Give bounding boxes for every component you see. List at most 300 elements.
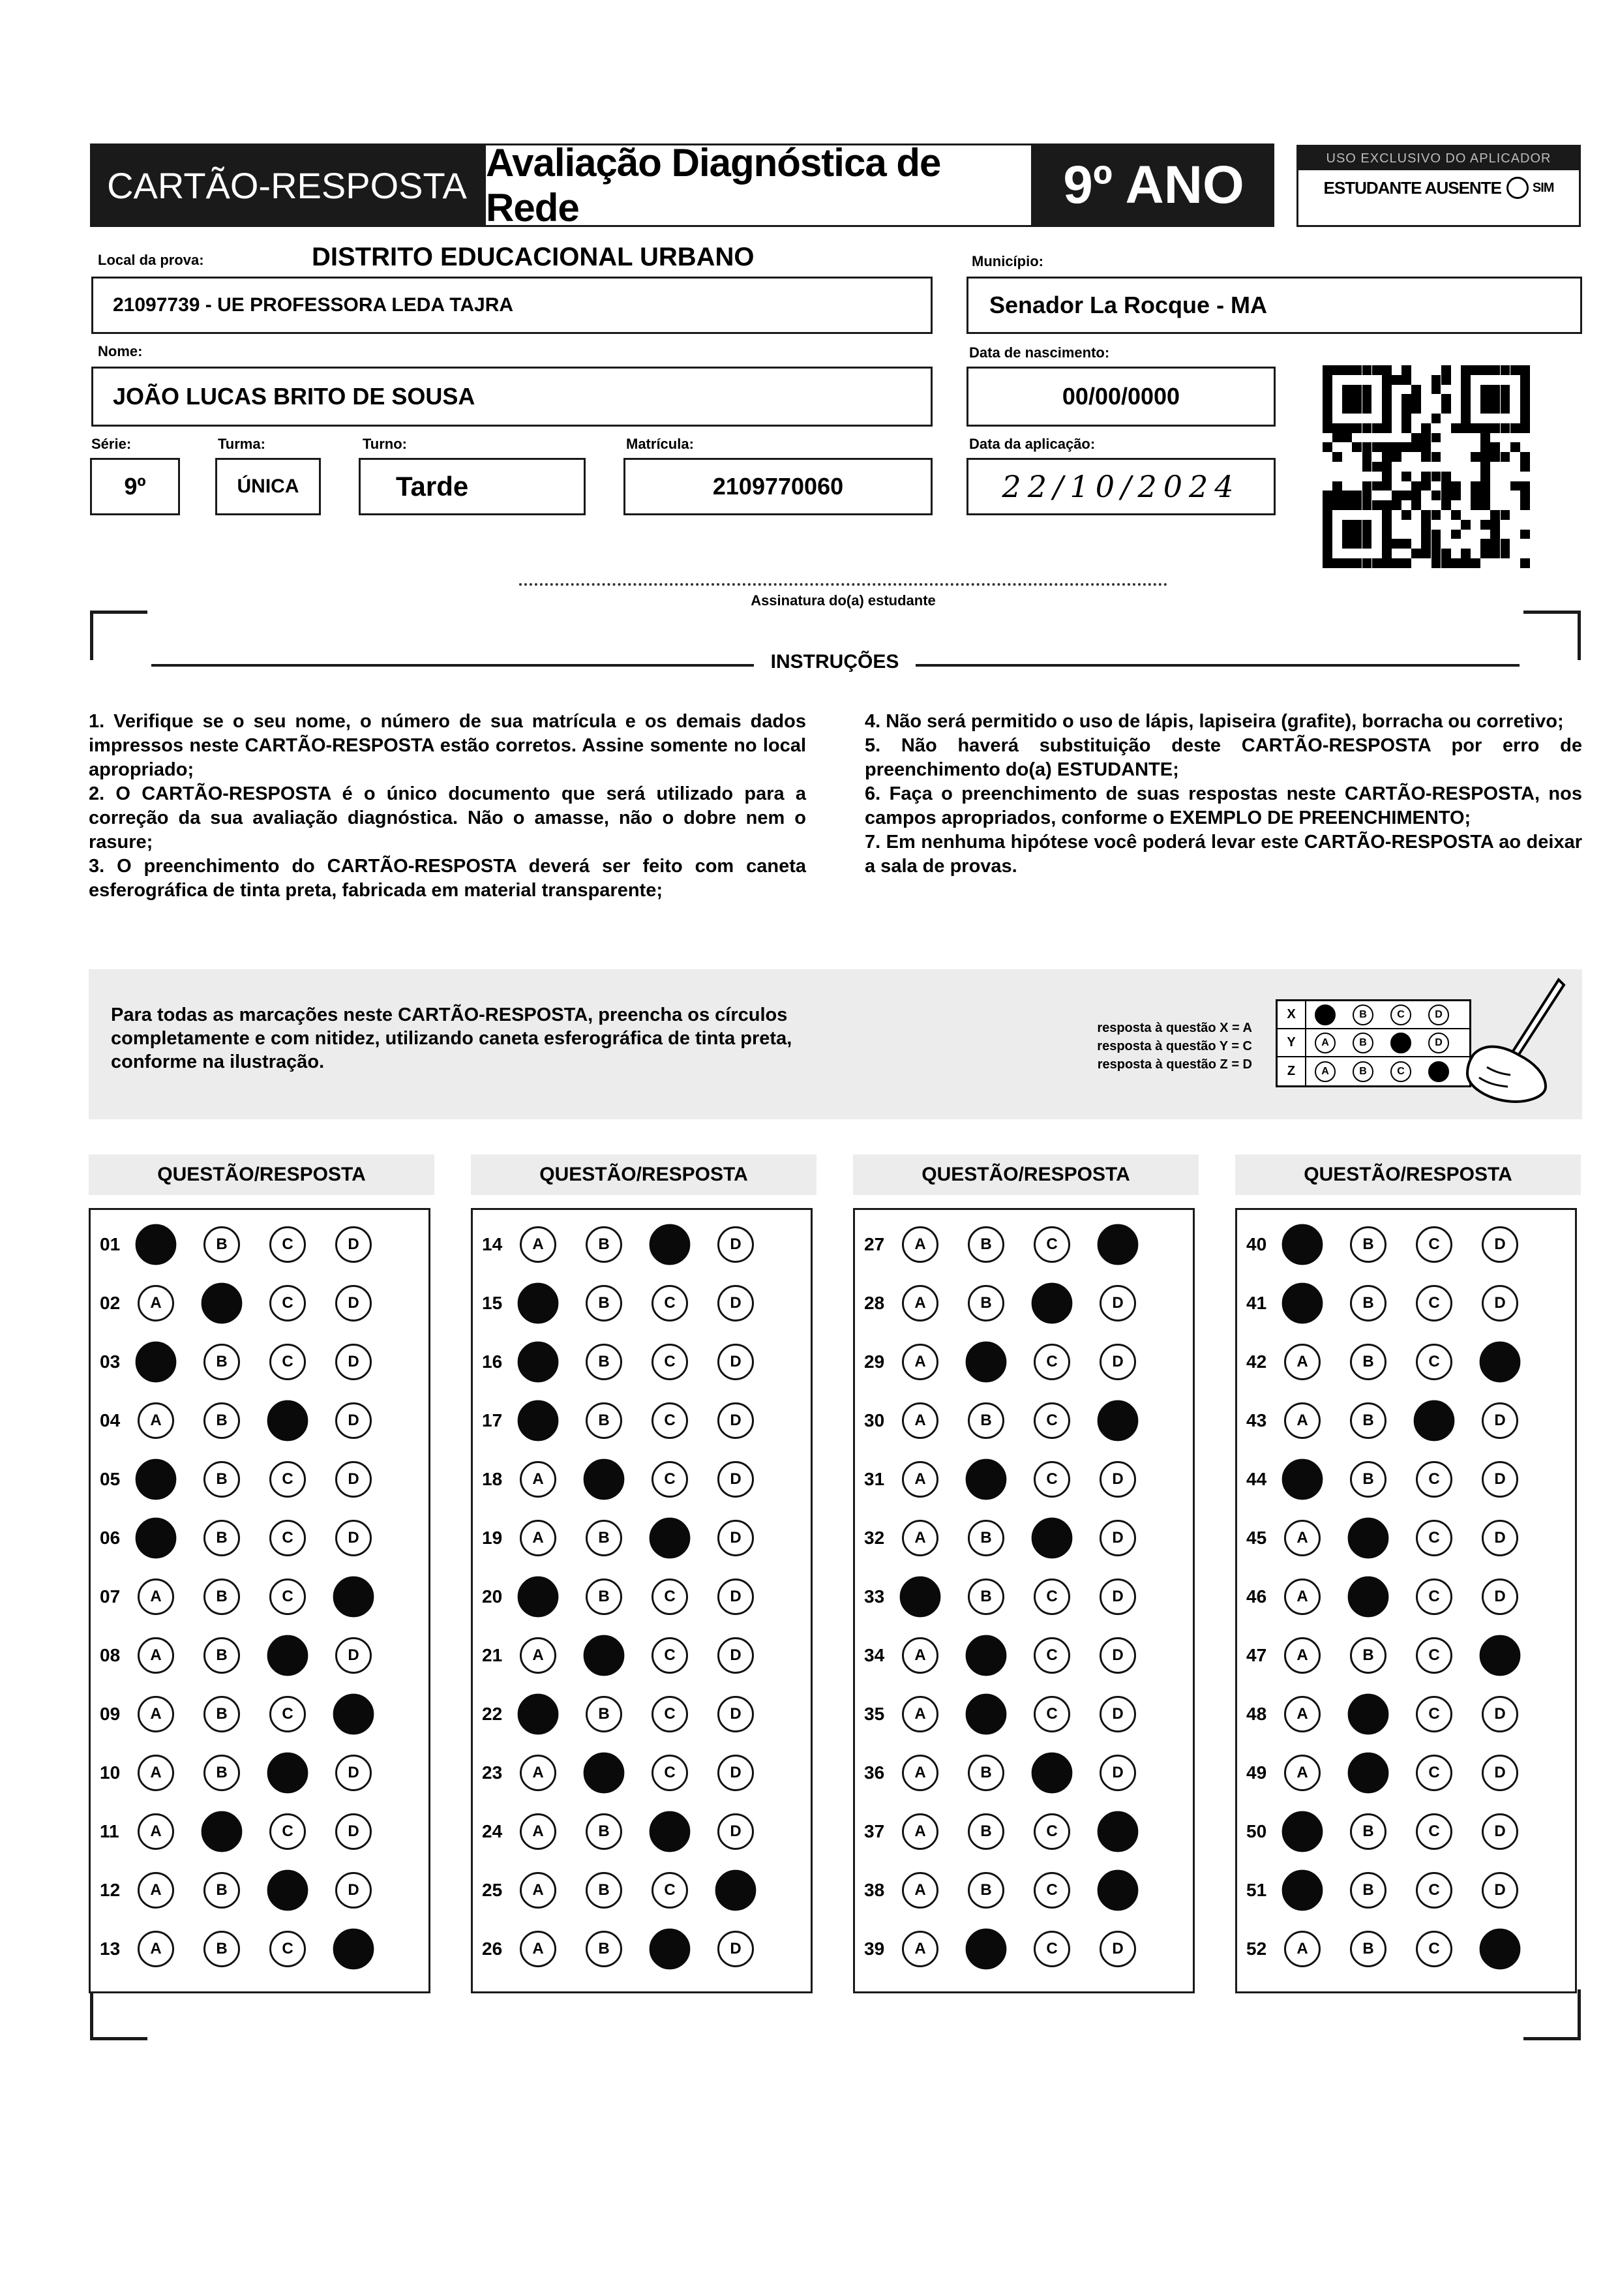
answer-bubble-c[interactable]: C xyxy=(1416,1696,1452,1732)
answer-bubble-c[interactable]: C xyxy=(1034,1226,1070,1263)
absent-bubble[interactable] xyxy=(1506,177,1529,199)
answer-bubble-a[interactable]: A xyxy=(520,1637,556,1674)
answer-bubble-a[interactable]: A xyxy=(136,1342,177,1383)
answer-bubble-b[interactable]: B xyxy=(966,1694,1007,1735)
answer-bubble-a[interactable]: A xyxy=(520,1226,556,1263)
answer-bubble-c[interactable]: C xyxy=(652,1872,688,1909)
serie-label: Série: xyxy=(91,436,132,452)
answer-bubble-b[interactable]: B xyxy=(1348,1518,1389,1559)
answer-bubble-c[interactable]: C xyxy=(1416,1931,1452,1967)
answer-bubble-a[interactable]: A xyxy=(138,1285,174,1322)
answer-bubble-c[interactable]: C xyxy=(1416,1755,1452,1791)
answer-bubble-c[interactable]: C xyxy=(652,1696,688,1732)
question-row xyxy=(1237,1391,1575,1450)
answer-bubble-d[interactable]: D xyxy=(1482,1872,1518,1909)
answer-bubble-a[interactable]: A xyxy=(1282,1870,1323,1911)
answer-bubble-a[interactable]: A xyxy=(518,1694,559,1735)
answer-bubble-c[interactable]: C xyxy=(1414,1400,1455,1442)
question-number: 47 xyxy=(1246,1645,1267,1665)
answer-bubble-a[interactable]: A xyxy=(1282,1811,1323,1852)
question-row xyxy=(855,1920,1193,1978)
answer-bubble-d[interactable]: D xyxy=(1100,1578,1136,1615)
example-line-z: resposta à questão Z = D xyxy=(1097,1057,1252,1072)
answer-bubble-b[interactable]: B xyxy=(586,1344,622,1380)
answer-bubble-c[interactable]: C xyxy=(1034,1696,1070,1732)
answer-bubble-a[interactable]: A xyxy=(520,1872,556,1909)
answer-bubble-a[interactable]: A xyxy=(138,1872,174,1909)
answer-bubble-b[interactable]: B xyxy=(1350,1344,1386,1380)
absent-row xyxy=(1298,170,1579,205)
answer-bubble-d[interactable]: D xyxy=(1482,1226,1518,1263)
answer-bubble-c[interactable]: C xyxy=(1034,1813,1070,1850)
answer-bubble-c[interactable]: C xyxy=(1034,1872,1070,1909)
question-number: 03 xyxy=(100,1352,121,1372)
answer-bubble-d[interactable]: D xyxy=(1100,1285,1136,1322)
answer-bubble-b[interactable]: B xyxy=(968,1402,1004,1439)
question-row xyxy=(1237,1274,1575,1333)
question-row xyxy=(473,1215,811,1274)
answer-bubble-a[interactable]: A xyxy=(138,1755,174,1791)
question-row xyxy=(91,1626,428,1685)
answer-bubble-c[interactable]: C xyxy=(1416,1813,1452,1850)
question-number: 14 xyxy=(482,1234,503,1254)
answer-bubble-b[interactable]: B xyxy=(968,1226,1004,1263)
answer-bubble-b[interactable]: B xyxy=(586,1402,622,1439)
example-row xyxy=(1278,1001,1469,1029)
question-number: 37 xyxy=(864,1821,885,1841)
answer-bubble-a[interactable]: A xyxy=(138,1637,174,1674)
answer-bubble-d[interactable]: D xyxy=(717,1226,754,1263)
answer-bubble-a[interactable]: A xyxy=(520,1813,556,1850)
answer-bubble-b[interactable]: B xyxy=(966,1929,1007,1970)
answer-bubble-d[interactable]: D xyxy=(333,1577,374,1618)
answer-bubble-a[interactable]: A xyxy=(138,1578,174,1615)
answer-bubble-c[interactable]: C xyxy=(1032,1518,1073,1559)
answer-bubble-b[interactable]: B xyxy=(203,1461,240,1498)
answer-bubble-a[interactable]: A xyxy=(520,1755,556,1791)
example-bubble: B xyxy=(1353,1061,1373,1082)
answer-bubble-b[interactable]: B xyxy=(203,1226,240,1263)
answer-bubble-c[interactable]: C xyxy=(1034,1931,1070,1967)
answer-bubble-b[interactable]: B xyxy=(968,1755,1004,1791)
answer-bubble-b[interactable]: B xyxy=(203,1520,240,1556)
answer-bubble-c[interactable]: C xyxy=(650,1929,691,1970)
answer-bubble-d[interactable]: D xyxy=(715,1870,757,1911)
answer-bubble-d[interactable]: D xyxy=(1482,1696,1518,1732)
answer-bubble-c[interactable]: C xyxy=(652,1461,688,1498)
answer-bubble-a[interactable]: A xyxy=(518,1577,559,1618)
answer-bubble-b[interactable]: B xyxy=(203,1344,240,1380)
answer-bubble-c[interactable]: C xyxy=(1034,1461,1070,1498)
answer-bubble-c[interactable]: C xyxy=(267,1753,308,1794)
question-row xyxy=(91,1920,428,1978)
answer-bubble-a[interactable]: A xyxy=(520,1931,556,1967)
answer-bubble-d[interactable]: D xyxy=(717,1637,754,1674)
example-grid xyxy=(1276,999,1471,1087)
nascimento-value: 00/00/0000 xyxy=(1062,383,1180,410)
assessment-title: Avaliação Diagnóstica de Rede xyxy=(486,141,941,230)
answer-bubble-d[interactable]: D xyxy=(1098,1400,1139,1442)
answer-bubble-d[interactable]: D xyxy=(1482,1402,1518,1439)
answer-bubble-a[interactable]: A xyxy=(138,1696,174,1732)
answer-bubble-c[interactable]: C xyxy=(652,1344,688,1380)
answer-bubble-b[interactable]: B xyxy=(1350,1285,1386,1322)
answer-bubble-b[interactable]: B xyxy=(203,1637,240,1674)
answer-bubble-b[interactable]: B xyxy=(202,1811,243,1852)
example-cell xyxy=(1382,1029,1420,1057)
answer-bubble-c[interactable]: C xyxy=(269,1813,306,1850)
example-cell xyxy=(1382,1001,1420,1029)
answer-bubble-b[interactable]: B xyxy=(584,1753,625,1794)
question-row xyxy=(1237,1333,1575,1391)
answer-bubble-d[interactable]: D xyxy=(717,1696,754,1732)
question-row xyxy=(473,1920,811,1978)
answer-bubble-a[interactable]: A xyxy=(138,1931,174,1967)
answer-bubble-a[interactable]: A xyxy=(1284,1402,1321,1439)
answer-bubble-d[interactable]: D xyxy=(335,1226,372,1263)
answer-bubble-c[interactable]: C xyxy=(1416,1578,1452,1615)
answer-bubble-d[interactable]: D xyxy=(1480,1342,1521,1383)
answer-bubble-a[interactable]: A xyxy=(1284,1696,1321,1732)
answer-bubble-c[interactable]: C xyxy=(1416,1637,1452,1674)
answer-bubble-c[interactable]: C xyxy=(652,1637,688,1674)
example-cell xyxy=(1344,1001,1382,1029)
answer-bubble-c[interactable]: C xyxy=(267,1400,308,1442)
answer-bubble-b[interactable]: B xyxy=(586,1578,622,1615)
answer-bubble-d[interactable]: D xyxy=(335,1402,372,1439)
example-bubble: D xyxy=(1428,1004,1449,1025)
answer-bubble-a[interactable]: A xyxy=(1284,1344,1321,1380)
answer-bubble-d[interactable]: D xyxy=(717,1931,754,1967)
answer-bubble-d[interactable]: D xyxy=(1098,1811,1139,1852)
answer-bubble-d[interactable]: D xyxy=(1098,1224,1139,1265)
answer-bubble-b[interactable]: B xyxy=(202,1283,243,1324)
answer-bubble-c[interactable]: C xyxy=(1416,1285,1452,1322)
answer-bubble-b[interactable]: B xyxy=(203,1578,240,1615)
answer-bubble-c[interactable]: C xyxy=(1416,1872,1452,1909)
question-number: 18 xyxy=(482,1469,503,1489)
answer-bubble-a[interactable]: A xyxy=(520,1520,556,1556)
answer-bubble-a[interactable]: A xyxy=(902,1520,938,1556)
answer-bubble-d[interactable]: D xyxy=(335,1461,372,1498)
answer-bubble-c[interactable]: C xyxy=(1416,1226,1452,1263)
answer-bubble-b[interactable]: B xyxy=(1350,1813,1386,1850)
example-row xyxy=(1278,1057,1469,1085)
answer-bubble-c[interactable]: C xyxy=(1034,1578,1070,1615)
answer-bubble-b[interactable]: B xyxy=(586,1813,622,1850)
example-cell xyxy=(1306,1001,1344,1029)
question-row xyxy=(1237,1567,1575,1626)
example-bubble: C xyxy=(1390,1033,1411,1053)
answer-bubble-a[interactable]: A xyxy=(138,1402,174,1439)
answer-bubble-d[interactable]: D xyxy=(335,1813,372,1850)
question-number: 07 xyxy=(100,1586,121,1607)
answer-bubble-d[interactable]: D xyxy=(1100,1755,1136,1791)
question-number: 15 xyxy=(482,1293,503,1313)
answer-bubble-c[interactable]: C xyxy=(269,1461,306,1498)
answer-bubble-c[interactable]: C xyxy=(1034,1344,1070,1380)
answer-bubble-a[interactable]: A xyxy=(1282,1459,1323,1500)
answer-bubble-b[interactable]: B xyxy=(203,1755,240,1791)
answer-bubble-a[interactable]: A xyxy=(518,1400,559,1442)
answer-bubble-c[interactable]: C xyxy=(652,1578,688,1615)
question-number: 51 xyxy=(1246,1880,1267,1900)
answer-bubble-c[interactable]: C xyxy=(269,1578,306,1615)
answer-bubble-d[interactable]: D xyxy=(335,1872,372,1909)
answer-bubble-a[interactable]: A xyxy=(902,1637,938,1674)
answer-bubble-b[interactable]: B xyxy=(584,1635,625,1676)
answer-bubble-c[interactable]: C xyxy=(652,1285,688,1322)
example-bubble: A xyxy=(1315,1004,1336,1025)
answer-bubble-d[interactable]: D xyxy=(333,1694,374,1735)
answer-bubble-d[interactable]: D xyxy=(717,1285,754,1322)
answer-bubble-a[interactable]: A xyxy=(518,1283,559,1324)
question-number: 13 xyxy=(100,1939,121,1959)
answer-bubble-a[interactable]: A xyxy=(900,1577,941,1618)
answer-bubble-b[interactable]: B xyxy=(1350,1226,1386,1263)
answer-bubble-d[interactable]: D xyxy=(333,1929,374,1970)
question-number: 28 xyxy=(864,1293,885,1313)
answer-bubble-d[interactable]: D xyxy=(1100,1696,1136,1732)
answer-bubble-b[interactable]: B xyxy=(1350,1872,1386,1909)
answer-bubble-c[interactable]: C xyxy=(1034,1637,1070,1674)
answer-bubble-c[interactable]: C xyxy=(267,1635,308,1676)
question-row xyxy=(855,1391,1193,1450)
grade-title: 9º ANO xyxy=(1063,155,1244,215)
question-row xyxy=(855,1567,1193,1626)
answer-bubble-c[interactable]: C xyxy=(1034,1402,1070,1439)
answer-bubble-a[interactable]: A xyxy=(902,1755,938,1791)
example-lines xyxy=(991,1019,1252,1074)
answer-bubble-d[interactable]: D xyxy=(717,1402,754,1439)
question-number: 17 xyxy=(482,1410,503,1430)
answer-bubble-a[interactable]: A xyxy=(1284,1931,1321,1967)
answer-bubble-d[interactable]: D xyxy=(1482,1813,1518,1850)
answer-bubble-b[interactable]: B xyxy=(966,1459,1007,1500)
answer-bubble-c[interactable]: C xyxy=(650,1518,691,1559)
answer-bubble-a[interactable]: A xyxy=(518,1342,559,1383)
school-field xyxy=(91,277,933,334)
answer-bubble-b[interactable]: B xyxy=(966,1342,1007,1383)
answer-bubble-a[interactable]: A xyxy=(1284,1637,1321,1674)
answer-bubble-c[interactable]: C xyxy=(652,1402,688,1439)
answer-bubble-c[interactable]: C xyxy=(269,1931,306,1967)
answer-bubble-a[interactable]: A xyxy=(902,1931,938,1967)
answer-bubble-a[interactable]: A xyxy=(136,1224,177,1265)
question-number: 42 xyxy=(1246,1352,1267,1372)
answer-bubble-d[interactable]: D xyxy=(717,1344,754,1380)
uso-exclusivo-label: USO EXCLUSIVO DO APLICADOR xyxy=(1298,147,1579,170)
answer-bubble-d[interactable]: D xyxy=(335,1285,372,1322)
answer-bubble-c[interactable]: C xyxy=(269,1520,306,1556)
answer-bubble-d[interactable]: D xyxy=(1100,1931,1136,1967)
answer-bubble-a[interactable]: A xyxy=(902,1696,938,1732)
answer-bubble-a[interactable]: A xyxy=(136,1518,177,1559)
answer-bubble-c[interactable]: C xyxy=(1416,1461,1452,1498)
question-number: 45 xyxy=(1246,1528,1267,1548)
answer-bubble-b[interactable]: B xyxy=(968,1578,1004,1615)
answer-bubble-b[interactable]: B xyxy=(1350,1637,1386,1674)
question-row xyxy=(91,1744,428,1802)
example-bubble: C xyxy=(1390,1061,1411,1082)
answer-bubble-a[interactable]: A xyxy=(520,1461,556,1498)
answer-bubble-a[interactable]: A xyxy=(902,1344,938,1380)
answer-bubble-d[interactable]: D xyxy=(717,1578,754,1615)
answer-bubble-b[interactable]: B xyxy=(586,1872,622,1909)
answer-bubble-b[interactable]: B xyxy=(586,1696,622,1732)
answer-bubble-d[interactable]: D xyxy=(1480,1635,1521,1676)
corner-top-left xyxy=(90,611,147,660)
answer-bubble-b[interactable]: B xyxy=(1350,1461,1386,1498)
answer-bubble-d[interactable]: D xyxy=(1100,1520,1136,1556)
corner-bottom-left xyxy=(90,1989,147,2040)
answer-bubble-a[interactable]: A xyxy=(1284,1755,1321,1791)
answer-bubble-d[interactable]: D xyxy=(1482,1461,1518,1498)
answer-bubble-b[interactable]: B xyxy=(1350,1402,1386,1439)
answer-bubble-a[interactable]: A xyxy=(138,1813,174,1850)
turno-field xyxy=(359,458,586,515)
serie-value: 9º xyxy=(124,473,146,500)
question-number: 10 xyxy=(100,1762,121,1783)
question-row xyxy=(1237,1450,1575,1509)
question-row xyxy=(473,1744,811,1802)
question-row xyxy=(1237,1861,1575,1920)
answer-bubble-b[interactable]: B xyxy=(584,1459,625,1500)
answer-bubble-c[interactable]: C xyxy=(1416,1344,1452,1380)
answer-bubble-b[interactable]: B xyxy=(586,1285,622,1322)
answer-bubble-c[interactable]: C xyxy=(1416,1520,1452,1556)
answer-bubble-c[interactable]: C xyxy=(269,1226,306,1263)
answer-column-header: QUESTÃO/RESPOSTA xyxy=(89,1155,434,1195)
answer-bubble-b[interactable]: B xyxy=(203,1872,240,1909)
answer-bubble-b[interactable]: B xyxy=(1348,1694,1389,1735)
answer-bubble-d[interactable]: D xyxy=(1100,1461,1136,1498)
answer-bubble-d[interactable]: D xyxy=(717,1520,754,1556)
answer-bubble-b[interactable]: B xyxy=(968,1813,1004,1850)
answer-bubble-d[interactable]: D xyxy=(335,1344,372,1380)
answer-bubble-d[interactable]: D xyxy=(1098,1870,1139,1911)
signature-label: Assinatura do(a) estudante xyxy=(751,592,936,609)
question-number: 24 xyxy=(482,1821,503,1841)
answer-bubble-a[interactable]: A xyxy=(1282,1283,1323,1324)
example-bubble: D xyxy=(1428,1061,1449,1082)
answer-bubble-b[interactable]: B xyxy=(1350,1931,1386,1967)
answer-bubble-d[interactable]: D xyxy=(717,1755,754,1791)
question-number: 38 xyxy=(864,1880,885,1900)
answer-bubble-b[interactable]: B xyxy=(586,1931,622,1967)
answer-bubble-a[interactable]: A xyxy=(902,1285,938,1322)
turno-value: Tarde xyxy=(396,471,469,502)
answer-bubble-c[interactable]: C xyxy=(1032,1753,1073,1794)
answer-bubble-c[interactable]: C xyxy=(269,1344,306,1380)
example-cell xyxy=(1306,1057,1344,1085)
answer-bubble-b[interactable]: B xyxy=(968,1520,1004,1556)
answer-bubble-b[interactable]: B xyxy=(203,1402,240,1439)
question-row xyxy=(855,1802,1193,1861)
answer-bubble-b[interactable]: B xyxy=(586,1226,622,1263)
question-row xyxy=(1237,1802,1575,1861)
answer-bubble-d[interactable]: D xyxy=(717,1813,754,1850)
example-row-key: Z xyxy=(1278,1057,1306,1085)
example-bubble: A xyxy=(1315,1033,1336,1053)
answer-bubble-c[interactable]: C xyxy=(1032,1283,1073,1324)
answer-bubble-b[interactable]: B xyxy=(966,1635,1007,1676)
absent-label: ESTUDANTE AUSENTE xyxy=(1323,177,1501,198)
question-row xyxy=(473,1274,811,1333)
question-number: 09 xyxy=(100,1704,121,1724)
question-number: 46 xyxy=(1246,1586,1267,1607)
answer-bubble-d[interactable]: D xyxy=(335,1637,372,1674)
question-row xyxy=(855,1744,1193,1802)
answer-bubble-d[interactable]: D xyxy=(335,1520,372,1556)
answer-bubble-b[interactable]: B xyxy=(586,1520,622,1556)
answer-bubble-b[interactable]: B xyxy=(1348,1577,1389,1618)
answer-bubble-d[interactable]: D xyxy=(1100,1637,1136,1674)
answer-bubble-c[interactable]: C xyxy=(650,1224,691,1265)
example-cell xyxy=(1344,1029,1382,1057)
answer-bubble-d[interactable]: D xyxy=(335,1755,372,1791)
answer-bubble-c[interactable]: C xyxy=(652,1755,688,1791)
question-number: 08 xyxy=(100,1645,121,1665)
answer-bubble-d[interactable]: D xyxy=(1482,1755,1518,1791)
answer-bubble-d[interactable]: D xyxy=(1480,1929,1521,1970)
answer-bubble-a[interactable]: A xyxy=(1284,1578,1321,1615)
answer-bubble-c[interactable]: C xyxy=(650,1811,691,1852)
matricula-value: 2109770060 xyxy=(712,473,844,500)
local-value: DISTRITO EDUCACIONAL URBANO xyxy=(312,243,755,271)
answer-bubble-a[interactable]: A xyxy=(902,1402,938,1439)
answer-bubble-a[interactable]: A xyxy=(1284,1520,1321,1556)
card-title-banner xyxy=(90,144,484,227)
answer-bubble-d[interactable]: D xyxy=(1482,1578,1518,1615)
answer-bubble-c[interactable]: C xyxy=(267,1870,308,1911)
question-row xyxy=(473,1391,811,1450)
answer-bubble-c[interactable]: C xyxy=(269,1696,306,1732)
answer-bubble-b[interactable]: B xyxy=(968,1285,1004,1322)
answer-bubble-b[interactable]: B xyxy=(1348,1753,1389,1794)
answer-bubble-a[interactable]: A xyxy=(902,1226,938,1263)
example-bubble: B xyxy=(1353,1004,1373,1025)
signature-line xyxy=(519,583,1167,586)
answer-bubble-a[interactable]: A xyxy=(902,1461,938,1498)
serie-field xyxy=(90,458,180,515)
answer-bubble-b[interactable]: B xyxy=(203,1696,240,1732)
answer-bubble-d[interactable]: D xyxy=(1482,1285,1518,1322)
example-bubble: B xyxy=(1353,1033,1373,1053)
question-row xyxy=(473,1450,811,1509)
question-number: 29 xyxy=(864,1352,885,1372)
answer-bubble-b[interactable]: B xyxy=(203,1931,240,1967)
answer-bubble-d[interactable]: D xyxy=(1482,1520,1518,1556)
question-row xyxy=(473,1333,811,1391)
answer-bubble-a[interactable]: A xyxy=(902,1872,938,1909)
grade-banner xyxy=(1033,144,1274,227)
answer-bubble-c[interactable]: C xyxy=(269,1285,306,1322)
question-row xyxy=(473,1861,811,1920)
answer-column-header: QUESTÃO/RESPOSTA xyxy=(1235,1155,1581,1195)
answer-bubble-b[interactable]: B xyxy=(968,1872,1004,1909)
answer-bubble-a[interactable]: A xyxy=(1282,1224,1323,1265)
answer-column xyxy=(89,1208,430,1993)
answer-bubble-a[interactable]: A xyxy=(136,1459,177,1500)
answer-bubble-a[interactable]: A xyxy=(902,1813,938,1850)
answer-bubble-d[interactable]: D xyxy=(1100,1344,1136,1380)
example-cell xyxy=(1382,1057,1420,1085)
example-bubble: A xyxy=(1315,1061,1336,1082)
question-row xyxy=(91,1802,428,1861)
question-row xyxy=(855,1626,1193,1685)
answer-bubble-d[interactable]: D xyxy=(717,1461,754,1498)
